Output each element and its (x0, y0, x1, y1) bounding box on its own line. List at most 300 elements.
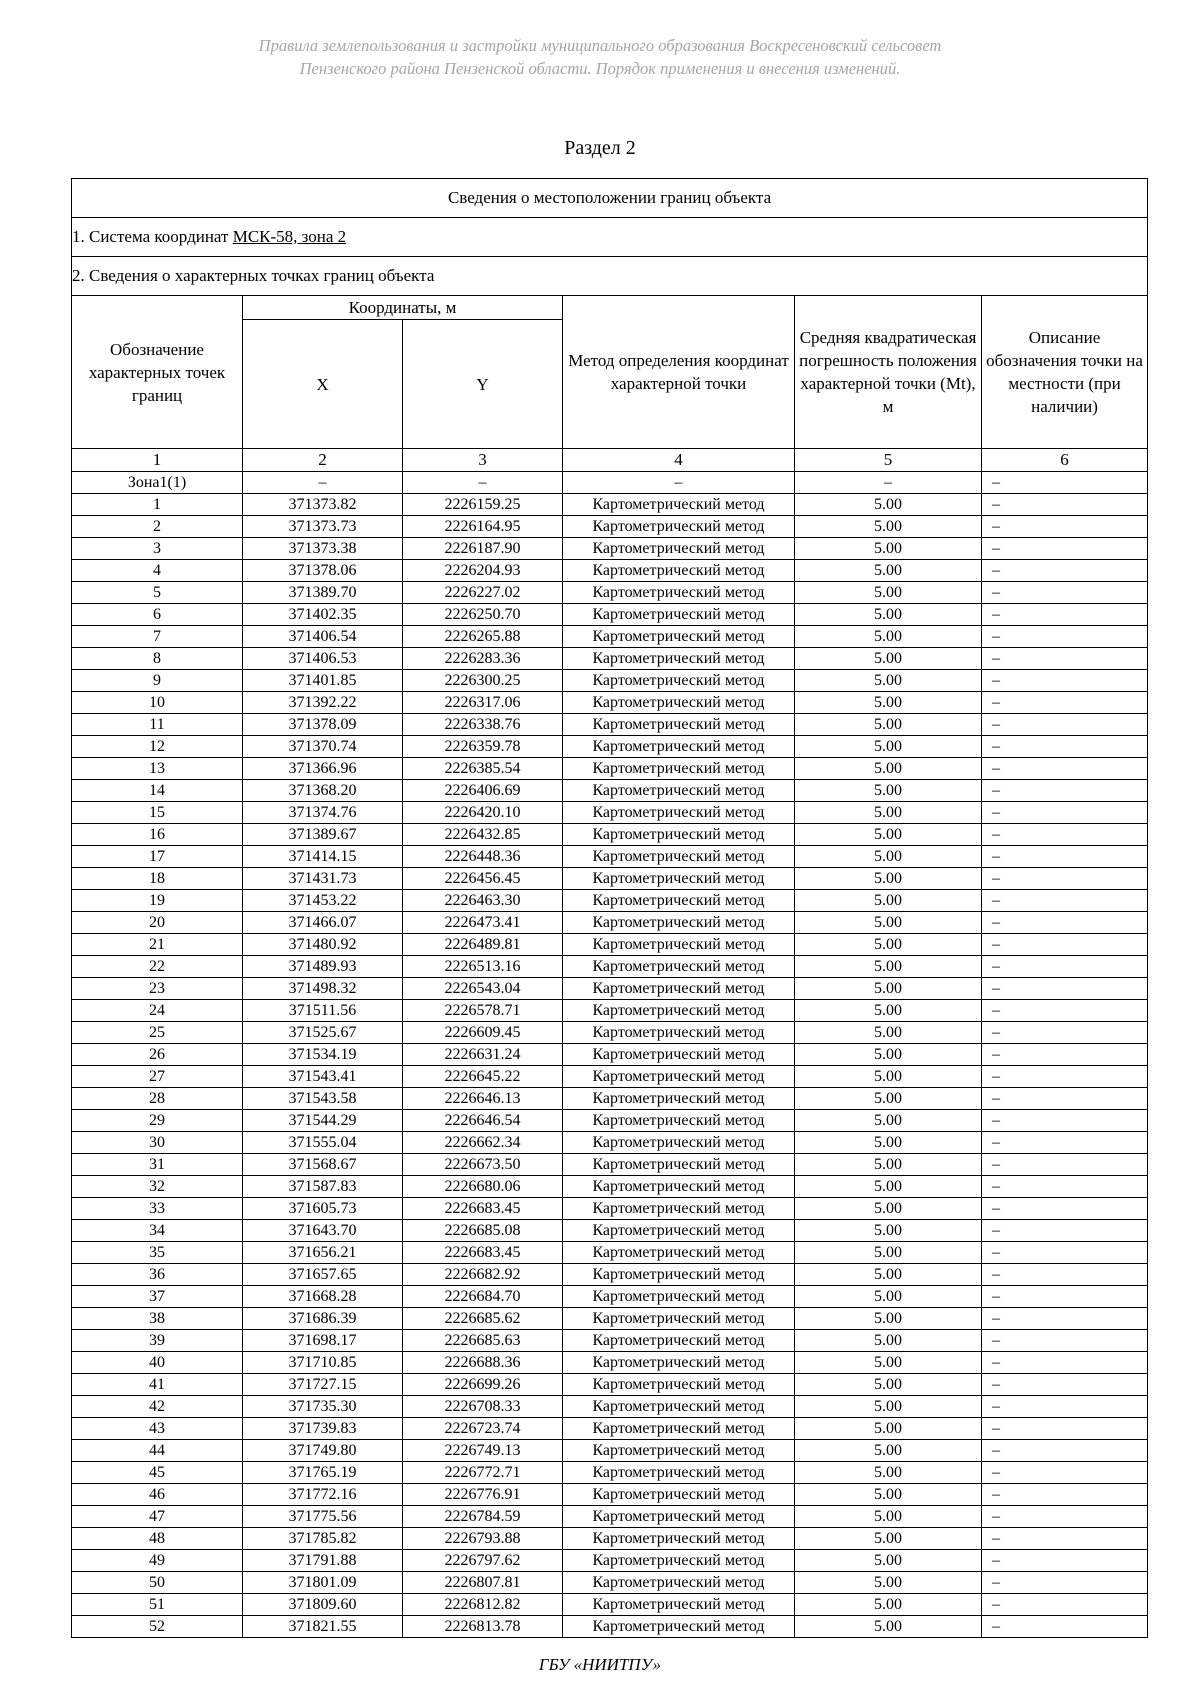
y-coordinate: 2226723.74 (403, 1418, 563, 1440)
x-coordinate: 371544.29 (243, 1110, 403, 1132)
table-title: Сведения о местоположении границ объекта (72, 179, 1148, 218)
table-row (72, 692, 1148, 714)
point-number: 18 (72, 868, 243, 890)
point-number: 35 (72, 1242, 243, 1264)
description: – (982, 648, 1148, 670)
points-info: 2. Сведения о характерных точках границ объекта (72, 257, 1148, 296)
document-footer: ГБУ «НИИТПУ» (538, 1655, 662, 1674)
x-coordinate: 371378.09 (243, 714, 403, 736)
x-coordinate: 371555.04 (243, 1132, 403, 1154)
description: – (982, 1374, 1148, 1396)
error-value: 5.00 (795, 1528, 982, 1550)
description: – (982, 582, 1148, 604)
point-number: 14 (72, 780, 243, 802)
x-coordinate: 371727.15 (243, 1374, 403, 1396)
y-coordinate: 2226772.71 (403, 1462, 563, 1484)
y-coordinate: 2226300.25 (403, 670, 563, 692)
method: Картометрический метод (563, 846, 795, 868)
method: Картометрический метод (563, 1022, 795, 1044)
error-value: 5.00 (795, 1550, 982, 1572)
y-coordinate: 2226683.45 (403, 1198, 563, 1220)
error-value: 5.00 (795, 516, 982, 538)
error-value: 5.00 (795, 1572, 982, 1594)
point-number: 28 (72, 1088, 243, 1110)
document-header (0, 34, 1200, 80)
x-coordinate: 371605.73 (243, 1198, 403, 1220)
table-row (72, 1396, 1148, 1418)
method: Картометрический метод (563, 626, 795, 648)
x-coordinate: 371431.73 (243, 868, 403, 890)
error-value: 5.00 (795, 1264, 982, 1286)
y-coordinate: 2226359.78 (403, 736, 563, 758)
method: Картометрический метод (563, 648, 795, 670)
section-title: Раздел 2 (564, 137, 636, 159)
x-coordinate: 371739.83 (243, 1418, 403, 1440)
table-row (72, 1132, 1148, 1154)
y-coordinate: 2226776.91 (403, 1484, 563, 1506)
table-row (72, 1440, 1148, 1462)
description: – (982, 1506, 1148, 1528)
x-coordinate: 371373.38 (243, 538, 403, 560)
error-value: 5.00 (795, 1594, 982, 1616)
header-x: X (243, 320, 403, 449)
header-coordinates: Координаты, м (243, 296, 563, 320)
method: Картометрический метод (563, 670, 795, 692)
table-row (72, 934, 1148, 956)
description: – (982, 824, 1148, 846)
table-row (72, 648, 1148, 670)
x-coordinate: 371373.73 (243, 516, 403, 538)
y-coordinate: 2226682.92 (403, 1264, 563, 1286)
table-row (72, 1418, 1148, 1440)
table-row (72, 1176, 1148, 1198)
y-coordinate: 2226283.36 (403, 648, 563, 670)
table-row (72, 978, 1148, 1000)
point-number: 25 (72, 1022, 243, 1044)
x-coordinate: 371657.65 (243, 1264, 403, 1286)
method: Картометрический метод (563, 934, 795, 956)
y-coordinate: 2226265.88 (403, 626, 563, 648)
y-coordinate: 2226646.54 (403, 1110, 563, 1132)
coord-system (72, 218, 1148, 257)
point-number: 38 (72, 1308, 243, 1330)
point-number: 27 (72, 1066, 243, 1088)
column-number: 3 (403, 449, 563, 472)
point-number: 16 (72, 824, 243, 846)
point-number: 37 (72, 1286, 243, 1308)
method: Картометрический метод (563, 736, 795, 758)
description: – (982, 1396, 1148, 1418)
point-number: 45 (72, 1462, 243, 1484)
table-row (72, 494, 1148, 516)
zone-cell: – (243, 472, 403, 494)
error-value: 5.00 (795, 538, 982, 560)
description: – (982, 802, 1148, 824)
x-coordinate: 371543.41 (243, 1066, 403, 1088)
error-value: 5.00 (795, 1044, 982, 1066)
x-coordinate: 371392.22 (243, 692, 403, 714)
description: – (982, 604, 1148, 626)
error-value: 5.00 (795, 868, 982, 890)
description: – (982, 934, 1148, 956)
description: – (982, 758, 1148, 780)
table-row (72, 560, 1148, 582)
description: – (982, 1154, 1148, 1176)
description: – (982, 1418, 1148, 1440)
point-number: 30 (72, 1132, 243, 1154)
description: – (982, 912, 1148, 934)
description: – (982, 1594, 1148, 1616)
description: – (982, 1550, 1148, 1572)
table-row (72, 1022, 1148, 1044)
y-coordinate: 2226204.93 (403, 560, 563, 582)
point-number: 26 (72, 1044, 243, 1066)
y-coordinate: 2226685.08 (403, 1220, 563, 1242)
header-row-1 (72, 296, 1148, 320)
error-value: 5.00 (795, 978, 982, 1000)
method: Картометрический метод (563, 1374, 795, 1396)
error-value: 5.00 (795, 1286, 982, 1308)
x-coordinate: 371498.32 (243, 978, 403, 1000)
point-number: 50 (72, 1572, 243, 1594)
error-value: 5.00 (795, 758, 982, 780)
y-coordinate: 2226513.16 (403, 956, 563, 978)
method: Картометрический метод (563, 956, 795, 978)
method: Картометрический метод (563, 604, 795, 626)
table-row (72, 1616, 1148, 1638)
table-row (72, 604, 1148, 626)
x-coordinate: 371749.80 (243, 1440, 403, 1462)
x-coordinate: 371785.82 (243, 1528, 403, 1550)
point-number: 6 (72, 604, 243, 626)
description: – (982, 736, 1148, 758)
error-value: 5.00 (795, 714, 982, 736)
y-coordinate: 2226489.81 (403, 934, 563, 956)
error-value: 5.00 (795, 1022, 982, 1044)
table-body (72, 472, 1148, 1638)
y-coordinate: 2226749.13 (403, 1440, 563, 1462)
point-number: 9 (72, 670, 243, 692)
table-row (72, 516, 1148, 538)
y-coordinate: 2226543.04 (403, 978, 563, 1000)
error-value: 5.00 (795, 780, 982, 802)
point-number: 47 (72, 1506, 243, 1528)
description: – (982, 1132, 1148, 1154)
point-number: 2 (72, 516, 243, 538)
table-row (72, 1484, 1148, 1506)
coord-system-row (72, 218, 1148, 257)
x-coordinate: 371801.09 (243, 1572, 403, 1594)
error-value: 5.00 (795, 648, 982, 670)
error-value: 5.00 (795, 1088, 982, 1110)
y-coordinate: 2226685.62 (403, 1308, 563, 1330)
x-coordinate: 371791.88 (243, 1550, 403, 1572)
error-value: 5.00 (795, 1506, 982, 1528)
y-coordinate: 2226227.02 (403, 582, 563, 604)
y-coordinate: 2226338.76 (403, 714, 563, 736)
error-value: 5.00 (795, 1352, 982, 1374)
table-row (72, 714, 1148, 736)
method: Картометрический метод (563, 560, 795, 582)
method: Картометрический метод (563, 516, 795, 538)
description: – (982, 1286, 1148, 1308)
error-value: 5.00 (795, 1396, 982, 1418)
point-number: 51 (72, 1594, 243, 1616)
error-value: 5.00 (795, 1484, 982, 1506)
description: – (982, 1044, 1148, 1066)
x-coordinate: 371370.74 (243, 736, 403, 758)
table-row (72, 1000, 1148, 1022)
description: – (982, 1000, 1148, 1022)
y-coordinate: 2226683.45 (403, 1242, 563, 1264)
point-number: 41 (72, 1374, 243, 1396)
point-number: 24 (72, 1000, 243, 1022)
description: – (982, 670, 1148, 692)
table-row (72, 890, 1148, 912)
method: Картометрический метод (563, 1616, 795, 1638)
error-value: 5.00 (795, 802, 982, 824)
header-point-designation: Обозначение характерных точек границ (72, 296, 243, 449)
point-number: 49 (72, 1550, 243, 1572)
y-coordinate: 2226420.10 (403, 802, 563, 824)
point-number: 52 (72, 1616, 243, 1638)
x-coordinate: 371366.96 (243, 758, 403, 780)
zone-cell: – (795, 472, 982, 494)
point-number: 15 (72, 802, 243, 824)
error-value: 5.00 (795, 956, 982, 978)
description: – (982, 1308, 1148, 1330)
y-coordinate: 2226807.81 (403, 1572, 563, 1594)
table-row (72, 1220, 1148, 1242)
x-coordinate: 371406.54 (243, 626, 403, 648)
description: – (982, 1176, 1148, 1198)
x-coordinate: 371373.82 (243, 494, 403, 516)
description: – (982, 890, 1148, 912)
column-number: 1 (72, 449, 243, 472)
method: Картометрический метод (563, 824, 795, 846)
error-value: 5.00 (795, 1616, 982, 1638)
point-number: 20 (72, 912, 243, 934)
description: – (982, 978, 1148, 1000)
y-coordinate: 2226684.70 (403, 1286, 563, 1308)
table-row (72, 956, 1148, 978)
table-row (72, 1352, 1148, 1374)
description: – (982, 1572, 1148, 1594)
description: – (982, 1066, 1148, 1088)
x-coordinate: 371402.35 (243, 604, 403, 626)
header-method: Метод определения координат характерной точки (563, 296, 795, 449)
error-value: 5.00 (795, 1330, 982, 1352)
error-value: 5.00 (795, 1198, 982, 1220)
column-number: 6 (982, 449, 1148, 472)
method: Картометрический метод (563, 978, 795, 1000)
coord-system-value: МСК-58, зона 2 (232, 227, 347, 246)
method: Картометрический метод (563, 582, 795, 604)
y-coordinate: 2226662.34 (403, 1132, 563, 1154)
header-y: Y (403, 320, 563, 449)
method: Картометрический метод (563, 1462, 795, 1484)
description: – (982, 1022, 1148, 1044)
table-row (72, 824, 1148, 846)
table-row (72, 1572, 1148, 1594)
y-coordinate: 2226708.33 (403, 1396, 563, 1418)
point-number: 13 (72, 758, 243, 780)
y-coordinate: 2226699.26 (403, 1374, 563, 1396)
description: – (982, 846, 1148, 868)
points-info-row (72, 257, 1148, 296)
method: Картометрический метод (563, 1132, 795, 1154)
method: Картометрический метод (563, 692, 795, 714)
y-coordinate: 2226578.71 (403, 1000, 563, 1022)
description: – (982, 1198, 1148, 1220)
point-number: 7 (72, 626, 243, 648)
point-number: 31 (72, 1154, 243, 1176)
error-value: 5.00 (795, 890, 982, 912)
method: Картометрический метод (563, 1000, 795, 1022)
description: – (982, 868, 1148, 890)
method: Картометрический метод (563, 780, 795, 802)
description: – (982, 1330, 1148, 1352)
table-title-row (72, 179, 1148, 218)
x-coordinate: 371534.19 (243, 1044, 403, 1066)
x-coordinate: 371480.92 (243, 934, 403, 956)
x-coordinate: 371406.53 (243, 648, 403, 670)
boundary-table (71, 178, 1148, 1638)
error-value: 5.00 (795, 582, 982, 604)
point-number: 44 (72, 1440, 243, 1462)
y-coordinate: 2226317.06 (403, 692, 563, 714)
zone-cell: – (403, 472, 563, 494)
description: – (982, 1264, 1148, 1286)
table-row (72, 1044, 1148, 1066)
method: Картометрический метод (563, 1264, 795, 1286)
y-coordinate: 2226813.78 (403, 1616, 563, 1638)
x-coordinate: 371389.67 (243, 824, 403, 846)
x-coordinate: 371765.19 (243, 1462, 403, 1484)
header-line-2: Пензенского района Пензенской области. Порядок применения и внесения изменений. (299, 59, 901, 78)
error-value: 5.00 (795, 1000, 982, 1022)
error-value: 5.00 (795, 1066, 982, 1088)
point-number: 3 (72, 538, 243, 560)
point-number: 1 (72, 494, 243, 516)
y-coordinate: 2226680.06 (403, 1176, 563, 1198)
error-value: 5.00 (795, 626, 982, 648)
description: – (982, 1352, 1148, 1374)
description: – (982, 494, 1148, 516)
method: Картометрический метод (563, 1484, 795, 1506)
error-value: 5.00 (795, 736, 982, 758)
description: – (982, 1110, 1148, 1132)
table-row (72, 736, 1148, 758)
table-row (72, 802, 1148, 824)
x-coordinate: 371710.85 (243, 1352, 403, 1374)
error-value: 5.00 (795, 1374, 982, 1396)
description: – (982, 1440, 1148, 1462)
method: Картометрический метод (563, 912, 795, 934)
y-coordinate: 2226448.36 (403, 846, 563, 868)
error-value: 5.00 (795, 1462, 982, 1484)
table-row (72, 1550, 1148, 1572)
method: Картометрический метод (563, 1154, 795, 1176)
x-coordinate: 371587.83 (243, 1176, 403, 1198)
method: Картометрический метод (563, 1528, 795, 1550)
description: – (982, 626, 1148, 648)
point-number: 29 (72, 1110, 243, 1132)
x-coordinate: 371414.15 (243, 846, 403, 868)
column-number: 4 (563, 449, 795, 472)
error-value: 5.00 (795, 670, 982, 692)
point-number: 39 (72, 1330, 243, 1352)
table-row (72, 1462, 1148, 1484)
coord-system-prefix: 1. Система координат (72, 227, 233, 246)
y-coordinate: 2226406.69 (403, 780, 563, 802)
table-row (72, 1308, 1148, 1330)
method: Картометрический метод (563, 1088, 795, 1110)
method: Картометрический метод (563, 1572, 795, 1594)
table-row (72, 912, 1148, 934)
description: – (982, 560, 1148, 582)
method: Картометрический метод (563, 1044, 795, 1066)
method: Картометрический метод (563, 1220, 795, 1242)
method: Картометрический метод (563, 538, 795, 560)
x-coordinate: 371389.70 (243, 582, 403, 604)
table-row (72, 1066, 1148, 1088)
x-coordinate: 371568.67 (243, 1154, 403, 1176)
zone-row (72, 472, 1148, 494)
table-row (72, 1286, 1148, 1308)
description: – (982, 1220, 1148, 1242)
error-value: 5.00 (795, 1242, 982, 1264)
point-number: 5 (72, 582, 243, 604)
zone-cell: – (563, 472, 795, 494)
table-row (72, 1242, 1148, 1264)
description: – (982, 1462, 1148, 1484)
table-row (72, 1088, 1148, 1110)
method: Картометрический метод (563, 1176, 795, 1198)
x-coordinate: 371643.70 (243, 1220, 403, 1242)
method: Картометрический метод (563, 1286, 795, 1308)
point-number: 40 (72, 1352, 243, 1374)
y-coordinate: 2226793.88 (403, 1528, 563, 1550)
error-value: 5.00 (795, 1110, 982, 1132)
method: Картометрический метод (563, 1066, 795, 1088)
point-number: 46 (72, 1484, 243, 1506)
error-value: 5.00 (795, 1154, 982, 1176)
point-number: 17 (72, 846, 243, 868)
error-value: 5.00 (795, 494, 982, 516)
column-number: 2 (243, 449, 403, 472)
point-number: 48 (72, 1528, 243, 1550)
method: Картометрический метод (563, 1550, 795, 1572)
error-value: 5.00 (795, 560, 982, 582)
header-line-1: Правила землепользования и застройки муниципального образования Воскресеновский сельсовет (258, 36, 942, 55)
error-value: 5.00 (795, 604, 982, 626)
method: Картометрический метод (563, 1352, 795, 1374)
method: Картометрический метод (563, 868, 795, 890)
point-number: 10 (72, 692, 243, 714)
x-coordinate: 371821.55 (243, 1616, 403, 1638)
x-coordinate: 371511.56 (243, 1000, 403, 1022)
method: Картометрический метод (563, 494, 795, 516)
method: Картометрический метод (563, 1330, 795, 1352)
point-number: 4 (72, 560, 243, 582)
method: Картометрический метод (563, 1242, 795, 1264)
y-coordinate: 2226688.36 (403, 1352, 563, 1374)
y-coordinate: 2226463.30 (403, 890, 563, 912)
x-coordinate: 371453.22 (243, 890, 403, 912)
point-number: 42 (72, 1396, 243, 1418)
table-row (72, 626, 1148, 648)
